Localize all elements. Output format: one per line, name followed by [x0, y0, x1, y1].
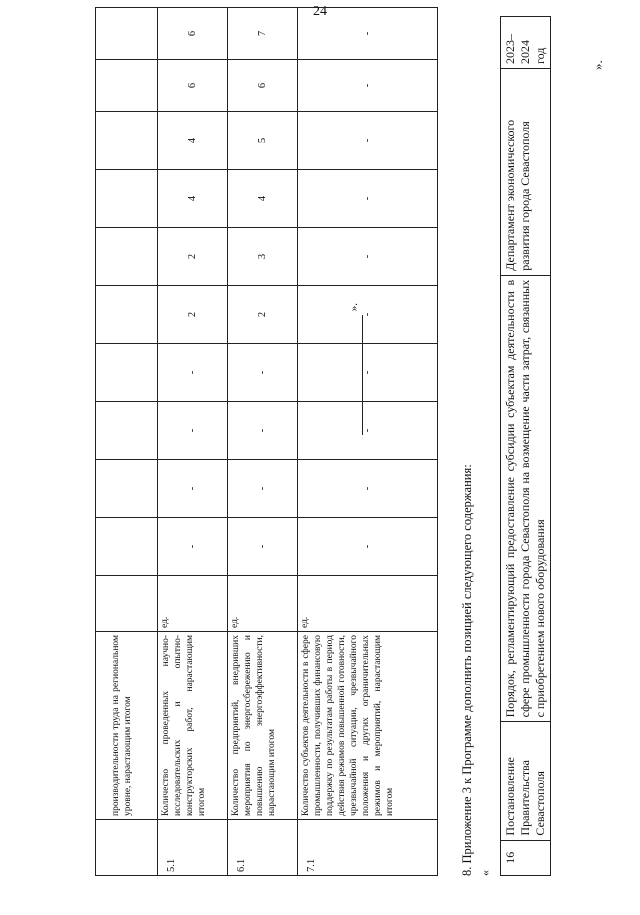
table-row [501, 17, 551, 876]
row-number: 7.1 [298, 820, 438, 876]
value-cell: - [158, 460, 228, 518]
page-number: 24 [313, 4, 327, 19]
value-cell: - [298, 460, 438, 518]
value-cell: - [158, 518, 228, 576]
value-cell: 2 [158, 228, 228, 286]
value-cell: - [298, 286, 438, 344]
value-cell: - [158, 344, 228, 402]
appendix-position-table [500, 16, 551, 876]
value-cell: 4 [158, 170, 228, 228]
indicator-name: производительности труда на региональном уровне, нарастающим итогом [96, 632, 158, 820]
value-cell: - [298, 8, 438, 60]
value-cell: - [298, 344, 438, 402]
closing-quote: ». [590, 60, 605, 70]
table-row [298, 8, 438, 876]
value-cell: 4 [158, 112, 228, 170]
unit: ед. [298, 576, 438, 632]
table-row [228, 8, 298, 876]
rotated-page-content [0, 20, 640, 900]
value-cell: - [298, 518, 438, 576]
value-cell: 6 [228, 60, 298, 112]
table-closing-line [348, 303, 363, 435]
indicators-table [95, 7, 438, 876]
value-cell: - [298, 402, 438, 460]
value-cell: - [228, 460, 298, 518]
value-cell: 7 [228, 8, 298, 60]
value-cell: 6 [158, 8, 228, 60]
row-number: 6.1 [228, 820, 298, 876]
value-cell: 4 [228, 170, 298, 228]
value-cell: 3 [228, 228, 298, 286]
value-cell: - [298, 170, 438, 228]
value-cell: - [298, 112, 438, 170]
opening-quote: « [478, 870, 492, 876]
value-cell: - [298, 228, 438, 286]
unit [96, 576, 158, 632]
unit: ед. [228, 576, 298, 632]
closing-quote: ». [348, 303, 360, 312]
term: 2023–2024 год [501, 17, 551, 69]
value-cell: - [228, 518, 298, 576]
executor: Департамент экономического развития города Севастополя [501, 69, 551, 276]
unit: ед. [158, 576, 228, 632]
indicator-name: Количество предприятий, внедривших мероприятия по энергосбережению и повышению энергоэффективности, нарастающим итогом [228, 632, 298, 820]
table-row [158, 8, 228, 876]
position-number: 16 [501, 840, 551, 875]
row-number [96, 820, 158, 876]
value-cell: 6 [158, 60, 228, 112]
document-type: Постановление Правительства Севастополя [501, 722, 551, 840]
indicator-name: Количество проведенных научно-исследовательских и опытно-конструкторских работ, нарастающим итогом [158, 632, 228, 820]
value-cell: - [298, 60, 438, 112]
indicator-name: Количество субъектов деятельности в сфере промышленности, получивших финансовую поддержку по результатам работы в период действия режимов повышенной готовности, чрезвычайной ситуации, чрезвычайного положения и других ограничительных режимов и мероприятий, нарастающим итогом [298, 632, 438, 820]
document-name: Порядок, регламентирующий предоставление субсидии субъектам деятельности в сфере промышленности города Севастополя на возмещение части затрат, связанных с приобретением нового оборудования [501, 275, 551, 722]
value-cell: 5 [228, 112, 298, 170]
value-cell: - [228, 344, 298, 402]
value-cell: - [228, 402, 298, 460]
value-cell: - [158, 402, 228, 460]
value-cell: 2 [228, 286, 298, 344]
value-cell: 2 [158, 286, 228, 344]
table-row [96, 8, 158, 876]
amendment-paragraph: 8. Приложение 3 к Программе дополнить позицией следующего содержания: [460, 464, 474, 876]
row-number: 5.1 [158, 820, 228, 876]
